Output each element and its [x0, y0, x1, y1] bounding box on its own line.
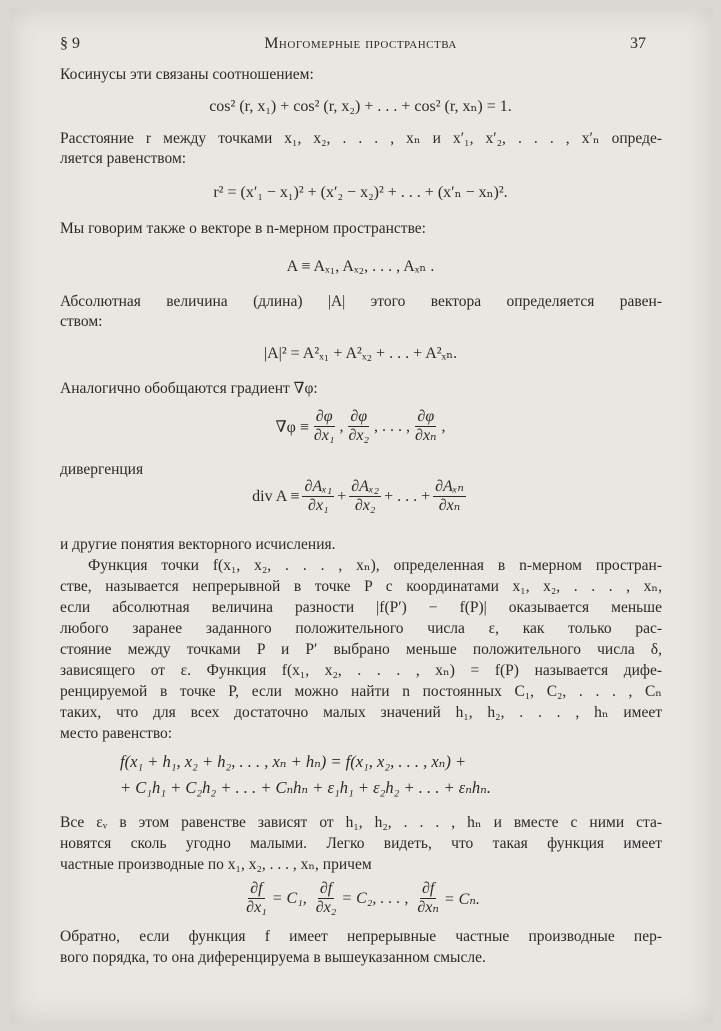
- fraction: $\frac{\partial f}{\text{∂xₙ}}$: [417, 880, 439, 916]
- formula-distance: r² = (x′₁ − x₁)² + (x′₂ − x₂)² + . . . + (x′ₙ − xₙ)².: [213, 184, 508, 201]
- paragraph: Аналогично обобщаются градиент ∇φ:: [60, 380, 318, 397]
- running-title: Многомерные пространства: [264, 35, 457, 52]
- equation-part: = C₂, . . . ,: [341, 889, 409, 907]
- formula-lhs: ∇φ ≡: [275, 418, 309, 436]
- fraction: $\frac{\text{∂Aₓ₁}}{\text{∂x₁}}$: [304, 478, 333, 514]
- formula-lhs: div A ≡: [252, 487, 300, 505]
- separator: ,: [339, 417, 344, 435]
- paragraph-line: новятся сколь угодно малыми. Легко видеть, что такая функция имеет: [60, 835, 662, 852]
- equation-part: = Cₙ.: [443, 890, 480, 908]
- paragraph-line: любого заранее заданного положительного числа ε, как только рас-: [60, 620, 662, 637]
- paragraph-line: Функция точки f(x₁, x₂, . . . , xₙ), определенная в n-мерном простран-: [88, 557, 662, 574]
- paragraph-line: зависящего от ε. Функция f(x₁, x₂, . . . , xₙ) = f(P) называется дифе-: [60, 662, 662, 679]
- paragraph-line: Расстояние r между точками x₁, x₂, . . . , xₙ и x′₁, x′₂, . . . , x′ₙ опреде-: [60, 130, 662, 147]
- separator: ,: [441, 417, 446, 435]
- formula-differential-line: + C₁h₁ + C₂h₂ + . . . + Cₙhₙ + ε₁h₁ + ε₂h₂ + . . . + εₙhₙ.: [120, 778, 491, 797]
- formula-divergence: [0, 478, 721, 515]
- fraction: $\frac{\partial f}{\text{∂x₁}}$: [246, 880, 267, 916]
- paragraph-line: стояние между точками P и P′ выбрано меньше положительного числа δ,: [60, 641, 662, 658]
- section-number: § 9: [60, 35, 80, 52]
- paragraph-line: ством:: [60, 313, 103, 330]
- fraction: $\frac{\partial\varphi}{\text{∂x₂}}$: [348, 408, 370, 444]
- paragraph: и другие понятия векторного исчисления.: [60, 536, 336, 553]
- page-number: 37: [630, 35, 646, 52]
- paragraph-line: ляется равенством:: [60, 150, 187, 167]
- paragraph-line: вого порядка, то она диференцируема в вышеуказанном смысле.: [60, 949, 486, 966]
- paragraph-line: Обратно, если функция f имеет непрерывные частные производные пер-: [60, 928, 662, 945]
- paragraph: Мы говорим также о векторе в n-мерном пространстве:: [60, 220, 426, 237]
- paragraph-line: если абсолютная величина разности |f(P′) − f(P)| оказывается меньше: [60, 599, 662, 616]
- paragraph: Косинусы эти связаны соотношением:: [60, 66, 314, 83]
- paragraph-line: Все εᵥ в этом равенстве зависят от h₁, h₂, . . . , hₙ и вместе с ними ста-: [60, 814, 662, 831]
- paragraph-line: таких, что для всех достаточно малых значений h₁, h₂, . . . , hₙ имеет: [60, 704, 662, 721]
- formula-gradient: [0, 408, 721, 445]
- fraction: $\frac{\partial\varphi}{\text{∂xₙ}}$: [415, 408, 437, 444]
- formula-partials: [0, 880, 721, 917]
- fraction: $\frac{\text{∂Aₓₙ}}{\text{∂xₙ}}$: [435, 478, 464, 514]
- paragraph-line: Абсолютная величина (длина) |A| этого вектора определяется равен-: [60, 293, 662, 310]
- fraction: $\frac{\partial f}{\text{∂x₂}}$: [315, 880, 337, 916]
- formula-cosines: cos² (r, x₁) + cos² (r, x₂) + . . . + cos² (r, xₙ) = 1.: [209, 98, 512, 115]
- paragraph-line: частные производные по x₁, x₂, . . . , xₙ, причем: [60, 856, 372, 873]
- separator: , . . . ,: [374, 417, 411, 435]
- operator: + . . . +: [384, 487, 431, 505]
- formula-vector: A ≡ Aₓ₁, Aₓ₂, . . . , Aₓₙ .: [286, 258, 435, 275]
- paragraph: дивергенция: [60, 461, 144, 478]
- fraction: $\frac{\text{∂Aₓ₂}}{\text{∂x₂}}$: [351, 478, 380, 514]
- paragraph-line: стве, называется непрерывной в точке P с координатами x₁, x₂, . . . , xₙ,: [60, 578, 662, 595]
- equation-part: = C₁,: [271, 889, 307, 907]
- formula-abs: |A|² = A²ₓ₁ + A²ₓ₂ + . . . + A²ₓₙ.: [263, 345, 458, 362]
- operator: +: [337, 487, 347, 505]
- fraction: $\frac{\partial\varphi}{\text{∂x₁}}$: [313, 408, 335, 444]
- formula-differential-line: f(x₁ + h₁, x₂ + h₂, . . . , xₙ + hₙ) = f(x₁, x₂, . . . , xₙ) +: [120, 752, 467, 771]
- paragraph-line: ренцируемой в точке P, если можно найти n постоянных C₁, C₂, . . . , Cₙ: [60, 683, 662, 700]
- paragraph-line: место равенство:: [60, 725, 173, 742]
